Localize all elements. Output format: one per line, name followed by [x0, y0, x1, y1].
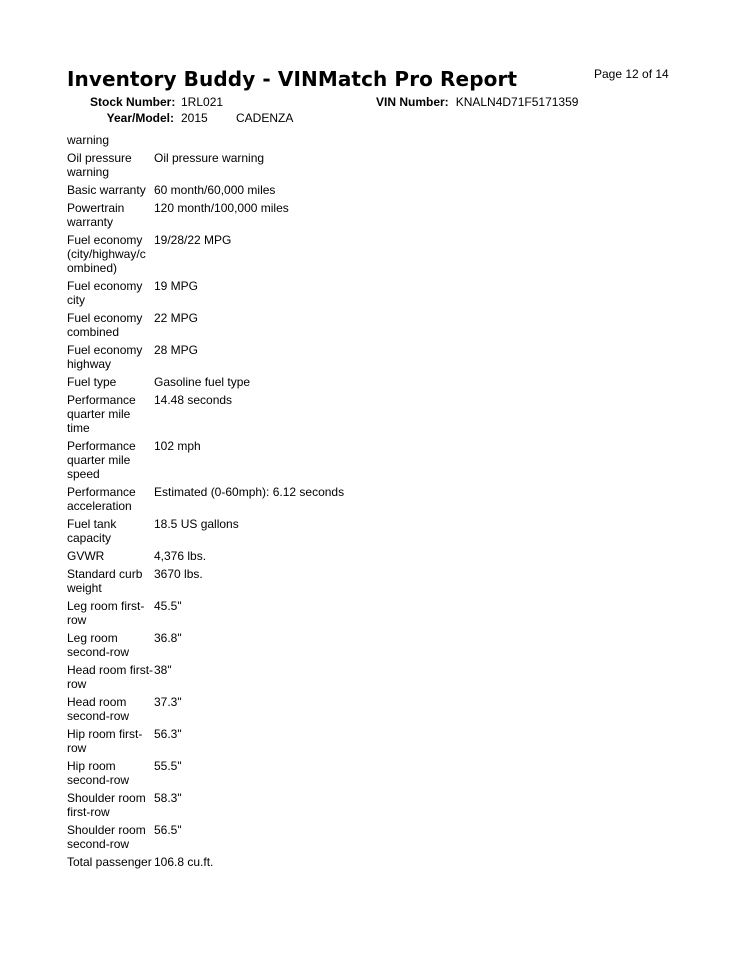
spec-label: Performance acceleration: [67, 485, 136, 513]
spec-value: 36.8": [154, 631, 182, 645]
spec-row: [67, 599, 667, 627]
spec-value: 28 MPG: [154, 343, 199, 357]
spec-value: 19/28/22 MPG: [154, 233, 232, 247]
spec-label: Fuel type: [67, 375, 117, 389]
year-model-label: Year/Model:: [106, 111, 174, 125]
spec-row: [67, 375, 667, 389]
spec-row: [67, 279, 667, 307]
spec-row: [67, 517, 667, 545]
stock-number-label: Stock Number:: [90, 95, 176, 109]
spec-row: [67, 823, 667, 851]
continued-label: warning: [67, 133, 110, 147]
spec-value: 37.3": [154, 695, 182, 709]
model-value: CADENZA: [236, 111, 294, 125]
spec-row: [67, 727, 667, 755]
spec-row: [67, 631, 667, 659]
spec-label: Leg room second-row: [67, 631, 130, 659]
spec-value: 45.5": [154, 599, 182, 613]
stock-number-field: [90, 95, 223, 109]
spec-row: [67, 485, 667, 513]
vin-number-value: KNALN4D71F5171359: [455, 95, 579, 109]
spec-label: Fuel economy (city/highway/c ombined): [67, 233, 146, 275]
spec-label: Fuel tank capacity: [67, 517, 117, 545]
spec-row: [67, 311, 667, 339]
spec-value: 38": [154, 663, 172, 677]
spec-value: Gasoline fuel type: [154, 375, 251, 389]
spec-label: Standard curb weight: [67, 567, 143, 595]
spec-row: [67, 759, 667, 787]
spec-value: 4,376 lbs.: [154, 549, 207, 563]
spec-value: 56.3": [154, 727, 182, 741]
spec-label: Hip room second-row: [67, 759, 130, 787]
spec-row: [67, 343, 667, 371]
page-number: Page 12 of 14: [594, 67, 669, 81]
spec-label: Oil pressure warning: [67, 151, 132, 179]
spec-row: [67, 439, 667, 481]
spec-rows: [67, 151, 667, 869]
vin-number-label: VIN Number:: [376, 95, 449, 109]
spec-label: Performance quarter mile time: [67, 393, 136, 435]
vin-number-field: [376, 95, 578, 109]
spec-row: [67, 201, 667, 229]
spec-label: Shoulder room first-row: [67, 791, 146, 819]
spec-value: 19 MPG: [154, 279, 199, 293]
spec-label: Fuel economy city: [67, 279, 143, 307]
spec-value: 22 MPG: [154, 311, 199, 325]
spec-row: [67, 855, 667, 869]
spec-value: 106.8 cu.ft.: [154, 855, 214, 869]
spec-label: Shoulder room second-row: [67, 823, 146, 851]
spec-value: 14.48 seconds: [154, 393, 233, 407]
spec-label: Total passenger: [67, 855, 152, 869]
spec-value: Oil pressure warning: [154, 151, 265, 165]
spec-row: [67, 695, 667, 723]
spec-value: 56.5": [154, 823, 182, 837]
spec-label: Hip room first-row: [67, 727, 143, 755]
spec-value: 102 mph: [154, 439, 201, 453]
spec-list: [67, 133, 667, 873]
spec-row: [67, 663, 667, 691]
stock-number-value: 1RL021: [181, 95, 224, 109]
year-model-field: [90, 111, 294, 125]
report-title: Inventory Buddy - VINMatch Pro Report: [67, 67, 518, 91]
spec-value: 55.5": [154, 759, 182, 773]
spec-label: Head room second-row: [67, 695, 130, 723]
spec-value: 18.5 US gallons: [154, 517, 239, 531]
spec-value: 58.3": [154, 791, 182, 805]
spec-label: Head room first-row: [67, 663, 154, 691]
spec-label: Powertrain warranty: [67, 201, 125, 229]
spec-label: Basic warranty: [67, 183, 146, 197]
spec-row: [67, 791, 667, 819]
year-value: 2015: [181, 111, 208, 125]
spec-value: Estimated (0-60mph): 6.12 seconds: [154, 485, 345, 499]
spec-value: 60 month/60,000 miles: [154, 183, 276, 197]
spec-label: Fuel economy combined: [67, 311, 143, 339]
spec-value: 3670 lbs.: [154, 567, 203, 581]
spec-label: Leg room first-row: [67, 599, 145, 627]
spec-row: [67, 549, 667, 563]
spec-row: [67, 183, 667, 197]
spec-label: Fuel economy highway: [67, 343, 143, 371]
spec-row: [67, 567, 667, 595]
spec-row: [67, 393, 667, 435]
spec-row: [67, 151, 667, 179]
spec-label: Performance quarter mile speed: [67, 439, 136, 481]
spec-row: [67, 233, 667, 275]
spec-label: GVWR: [67, 549, 105, 563]
spec-value: 120 month/100,000 miles: [154, 201, 289, 215]
